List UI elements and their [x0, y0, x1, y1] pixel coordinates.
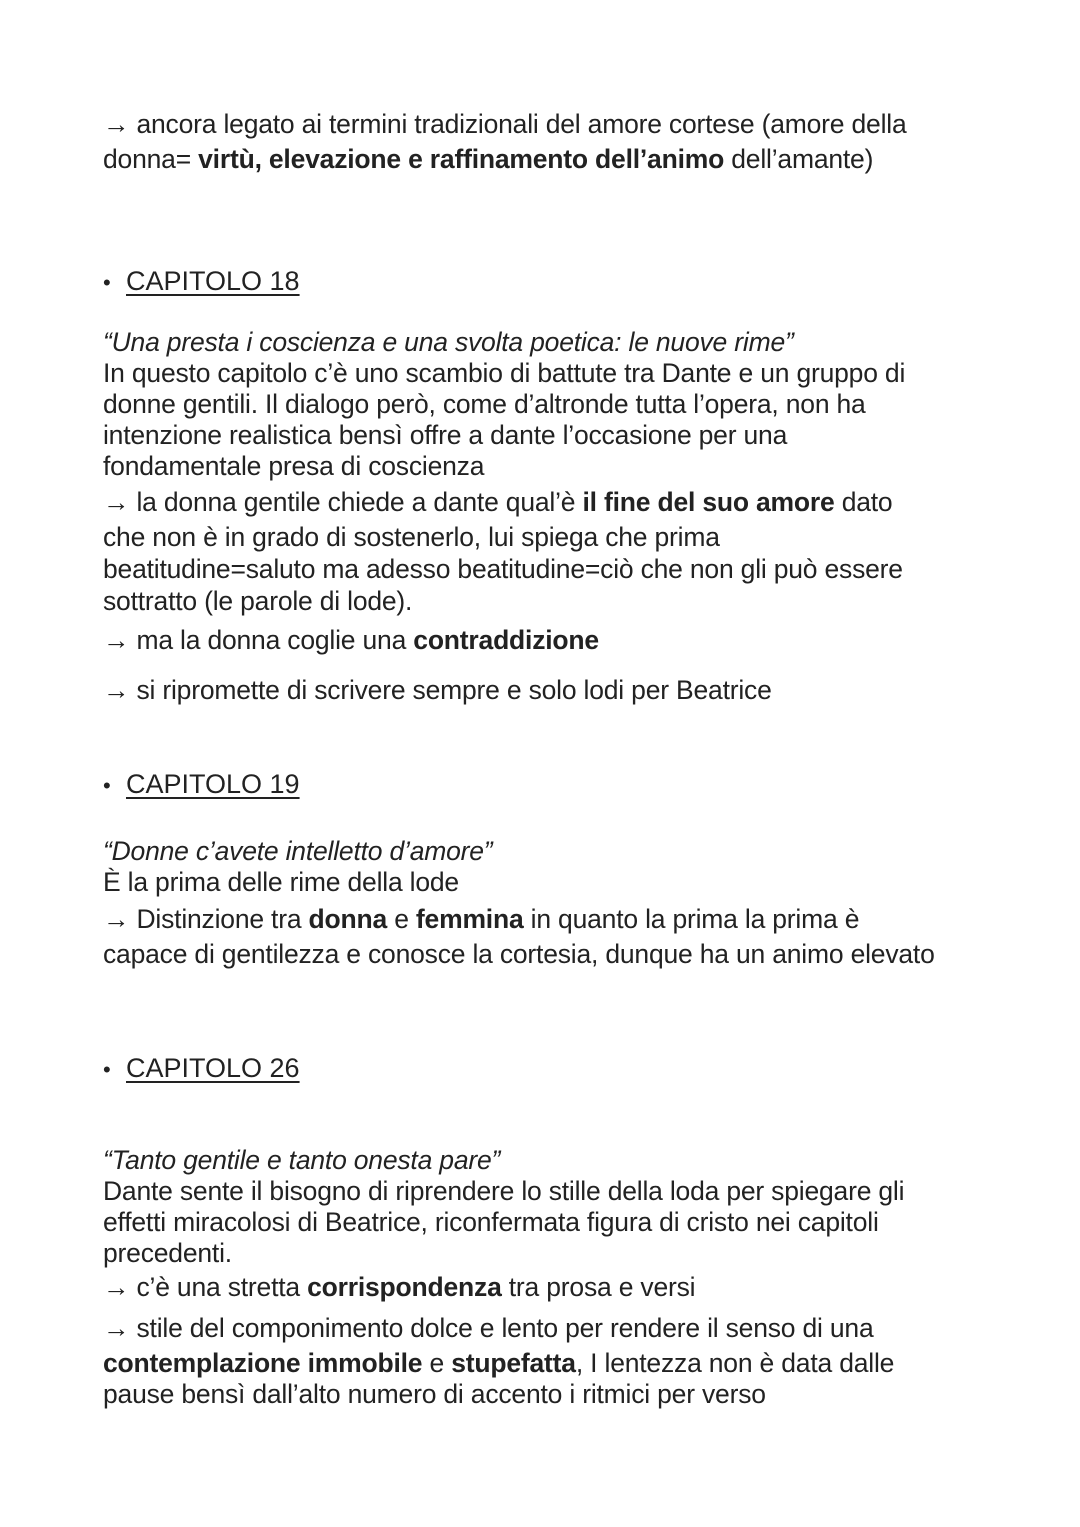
arrow-icon: →: [103, 904, 130, 934]
section-26-point-1: → c’è una stretta corrispondenza tra prosa e versi: [103, 1272, 696, 1302]
section-heading-capitolo-18: [103, 265, 300, 299]
section-quote: “Tanto gentile e tanto onesta pare”: [103, 1145, 501, 1175]
bullet-icon: •: [103, 773, 111, 798]
arrow-icon: →: [103, 675, 130, 705]
intro-line-2: donna= virtù, elevazione e raffinamento dell’animo dell’amante): [103, 144, 874, 174]
bold-phrase: contemplazione immobile: [103, 1348, 423, 1378]
arrow-icon: →: [103, 487, 130, 517]
body-line: fondamentale presa di coscienza: [103, 451, 485, 481]
arrow-icon: →: [103, 109, 130, 139]
section-18-point-3: → si ripromette di scrivere sempre e solo lodi per Beatrice: [103, 675, 772, 705]
arrow-icon: →: [103, 625, 130, 655]
section-26-content: [103, 1145, 1003, 1269]
bold-phrase: corrispondenza: [307, 1272, 502, 1302]
bullet-icon: •: [103, 270, 111, 295]
heading-text: CAPITOLO 19: [126, 769, 300, 799]
body-line: donne gentili. Il dialogo però, come d’altronde tutta l’opera, non ha: [103, 389, 866, 419]
bold-phrase: contraddizione: [413, 625, 599, 655]
section-heading-capitolo-19: [103, 768, 300, 802]
body-line: È la prima delle rime della lode: [103, 867, 459, 897]
arrow-icon: →: [103, 1313, 130, 1343]
bold-word: donna: [308, 904, 388, 934]
intro-line-1: → ancora legato ai termini tradizionali del amore cortese (amore della: [103, 109, 907, 139]
section-19-content: [103, 836, 1003, 898]
section-heading-capitolo-26: [103, 1052, 300, 1086]
heading-text: CAPITOLO 18: [126, 266, 300, 296]
bullet-icon: •: [103, 1057, 111, 1082]
section-19-point-1: → Distinzione tra donna e femmina in quanto la prima la prima è capace di gentilezza e conosce la cortesia, dunque ha un animo elevato: [103, 904, 935, 969]
arrow-icon: →: [103, 1272, 130, 1302]
heading-text: CAPITOLO 26: [126, 1053, 300, 1083]
body-line: effetti miracolosi di Beatrice, riconfermata figura di cristo nei capitoli: [103, 1207, 879, 1237]
body-line: precedenti.: [103, 1238, 232, 1268]
intro-paragraph: [103, 107, 1003, 177]
body-line: Dante sente il bisogno di riprendere lo stille della loda per spiegare gli: [103, 1176, 905, 1206]
body-line: In questo capitolo c’è uno scambio di battute tra Dante e un gruppo di: [103, 358, 906, 388]
section-quote: “Donne c’avete intelletto d’amore”: [103, 836, 493, 866]
section-18-content: [103, 327, 1003, 482]
section-18-point-2: → ma la donna coglie una contraddizione: [103, 625, 599, 655]
section-quote: “Una presta i coscienza e una svolta poetica: le nuove rime”: [103, 327, 794, 357]
bold-word: femmina: [415, 904, 524, 934]
bold-phrase: virtù, elevazione e raffinamento dell’animo: [198, 144, 725, 174]
bold-phrase: il fine del suo amore: [582, 487, 835, 517]
body-line: intenzione realistica bensì offre a dante l’occasione per una: [103, 420, 788, 450]
section-18-point-1: → la donna gentile chiede a dante qual’è il fine del suo amore dato che non è in grado di sostenerlo, lui spiega che prima beatitudine=saluto ma adesso beatitudine=ciò che non gli può essere sottratto (le parole di lode).: [103, 487, 903, 616]
section-26-point-2: → stile del componimento dolce e lento per rendere il senso di una contemplazione immobile e stupefatta, I lentezza non è data dalle pause bensì dall’alto numero di accento i ritmici per verso: [103, 1313, 895, 1409]
bold-phrase: stupefatta: [451, 1348, 576, 1378]
